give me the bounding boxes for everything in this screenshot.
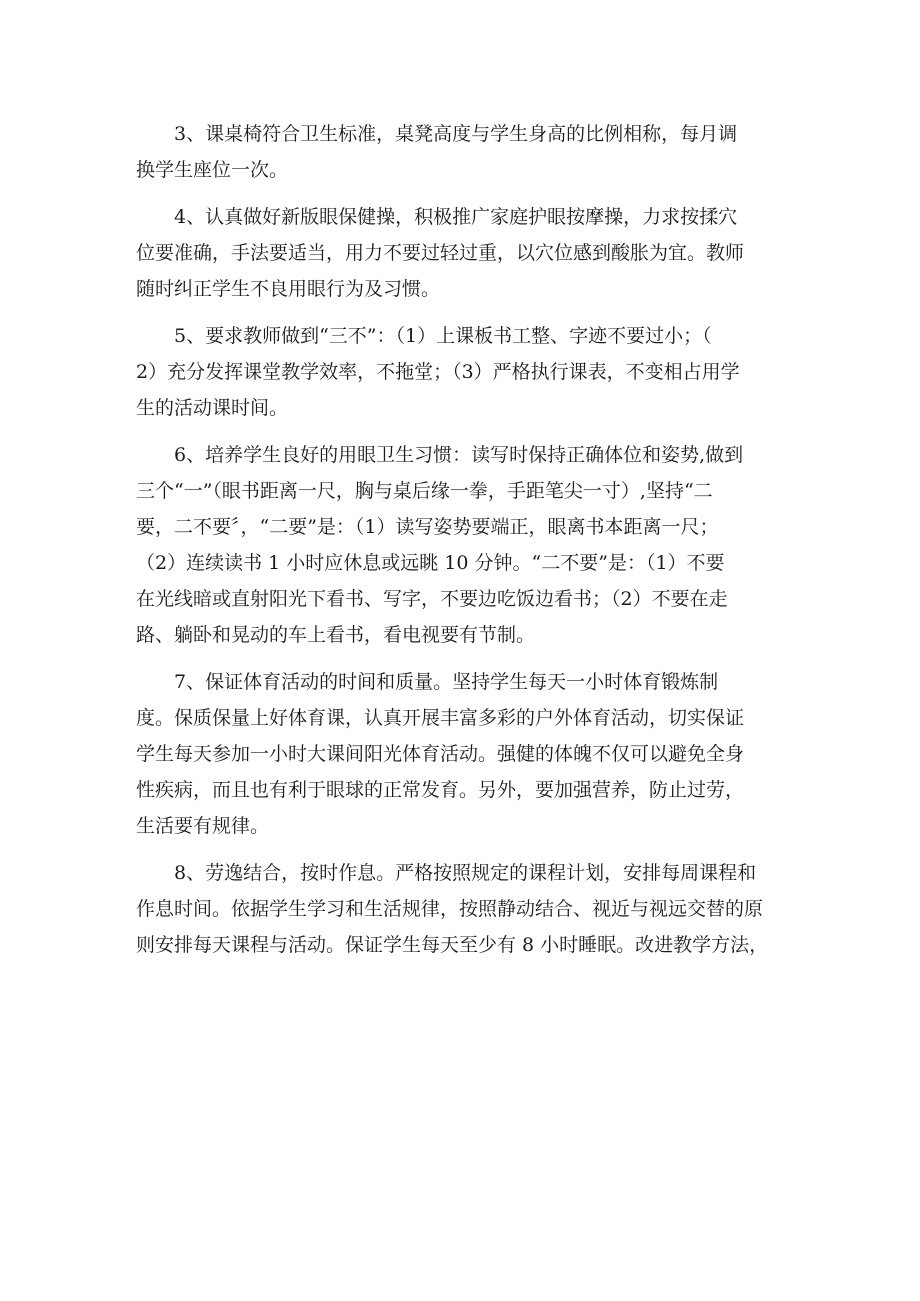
text-line: 随时纠正学生不良用眼行为及习惯。 — [136, 278, 441, 300]
paragraph-5 — [136, 318, 826, 426]
text-line: （2）连续读书 1 小时应休息或远眺 10 分钟。“二不要”是：（1）不要 — [136, 552, 725, 574]
text-line: 在光线暗或直射阳光下看书、写字，不要边吃饭边看书；（2）不要在走 — [136, 588, 728, 610]
text-line: 位要准确，手法要适当，用力不要过轻过重，以穴位感到酸胀为宜。教师 — [136, 242, 745, 264]
text-line: 三个“一”（眼书距离一尺，胸与桌后缘一拳，手距笔尖一寸）,坚持“二 — [136, 480, 713, 502]
text-line: 7、保证体育活动的时间和质量。坚持学生每天一小时体育锻炼制 — [174, 671, 719, 693]
text-line: 则安排每天课程与活动。保证学生每天至少有 8 小时睡眠。改进教学方法， — [136, 934, 769, 956]
text-line: 作息时间。依据学生学习和生活规律，按照静动结合、视近与视远交替的原 — [136, 898, 764, 920]
text-line: 换学生座位一次。 — [136, 159, 289, 181]
text-line: 4、认真做好新版眼保健操，积极推广家庭护眼按摩操，力求按揉穴 — [174, 206, 738, 228]
text-line: 6、培养学生良好的用眼卫生习惯：读写时保持正确体位和姿势,做到 — [174, 444, 744, 466]
text-line: 要，二不要〞，“二要”是：（1）读写姿势要端正，眼离书本距离一尺； — [136, 516, 719, 538]
paragraph-8 — [136, 855, 826, 963]
text-line: 路、躺卧和晃动的车上看书，看电视要有节制。 — [136, 624, 536, 646]
document-body — [136, 116, 826, 974]
text-line: 度。保质保量上好体育课，认真开展丰富多彩的户外体育活动，切实保证 — [136, 707, 745, 729]
text-line: 性疾病，而且也有利于眼球的正常发育。另外，要加强营养，防止过劳， — [136, 779, 745, 801]
text-line: 2）充分发挥课堂教学效率，不拖堂；（3）严格执行课表，不变相占用学 — [136, 361, 740, 383]
text-line: 8、劳逸结合，按时作息。严格按照规定的课程计划，安排每周课程和 — [174, 862, 757, 884]
text-line: 生的活动课时间。 — [136, 397, 289, 419]
text-line: 5、要求教师做到“三不”：（1）上课板书工整、字迹不要过小；（ — [174, 325, 712, 347]
paragraph-6 — [136, 437, 826, 653]
text-line: 3、课桌椅符合卫生标准，桌凳高度与学生身高的比例相称，每月调 — [174, 123, 738, 145]
paragraph-7 — [136, 664, 826, 844]
text-line: 生活要有规律。 — [136, 815, 270, 837]
paragraph-4 — [136, 199, 826, 307]
text-line: 学生每天参加一小时大课间阳光体育活动。强健的体魄不仅可以避免全身 — [136, 743, 745, 765]
paragraph-3 — [136, 116, 826, 188]
